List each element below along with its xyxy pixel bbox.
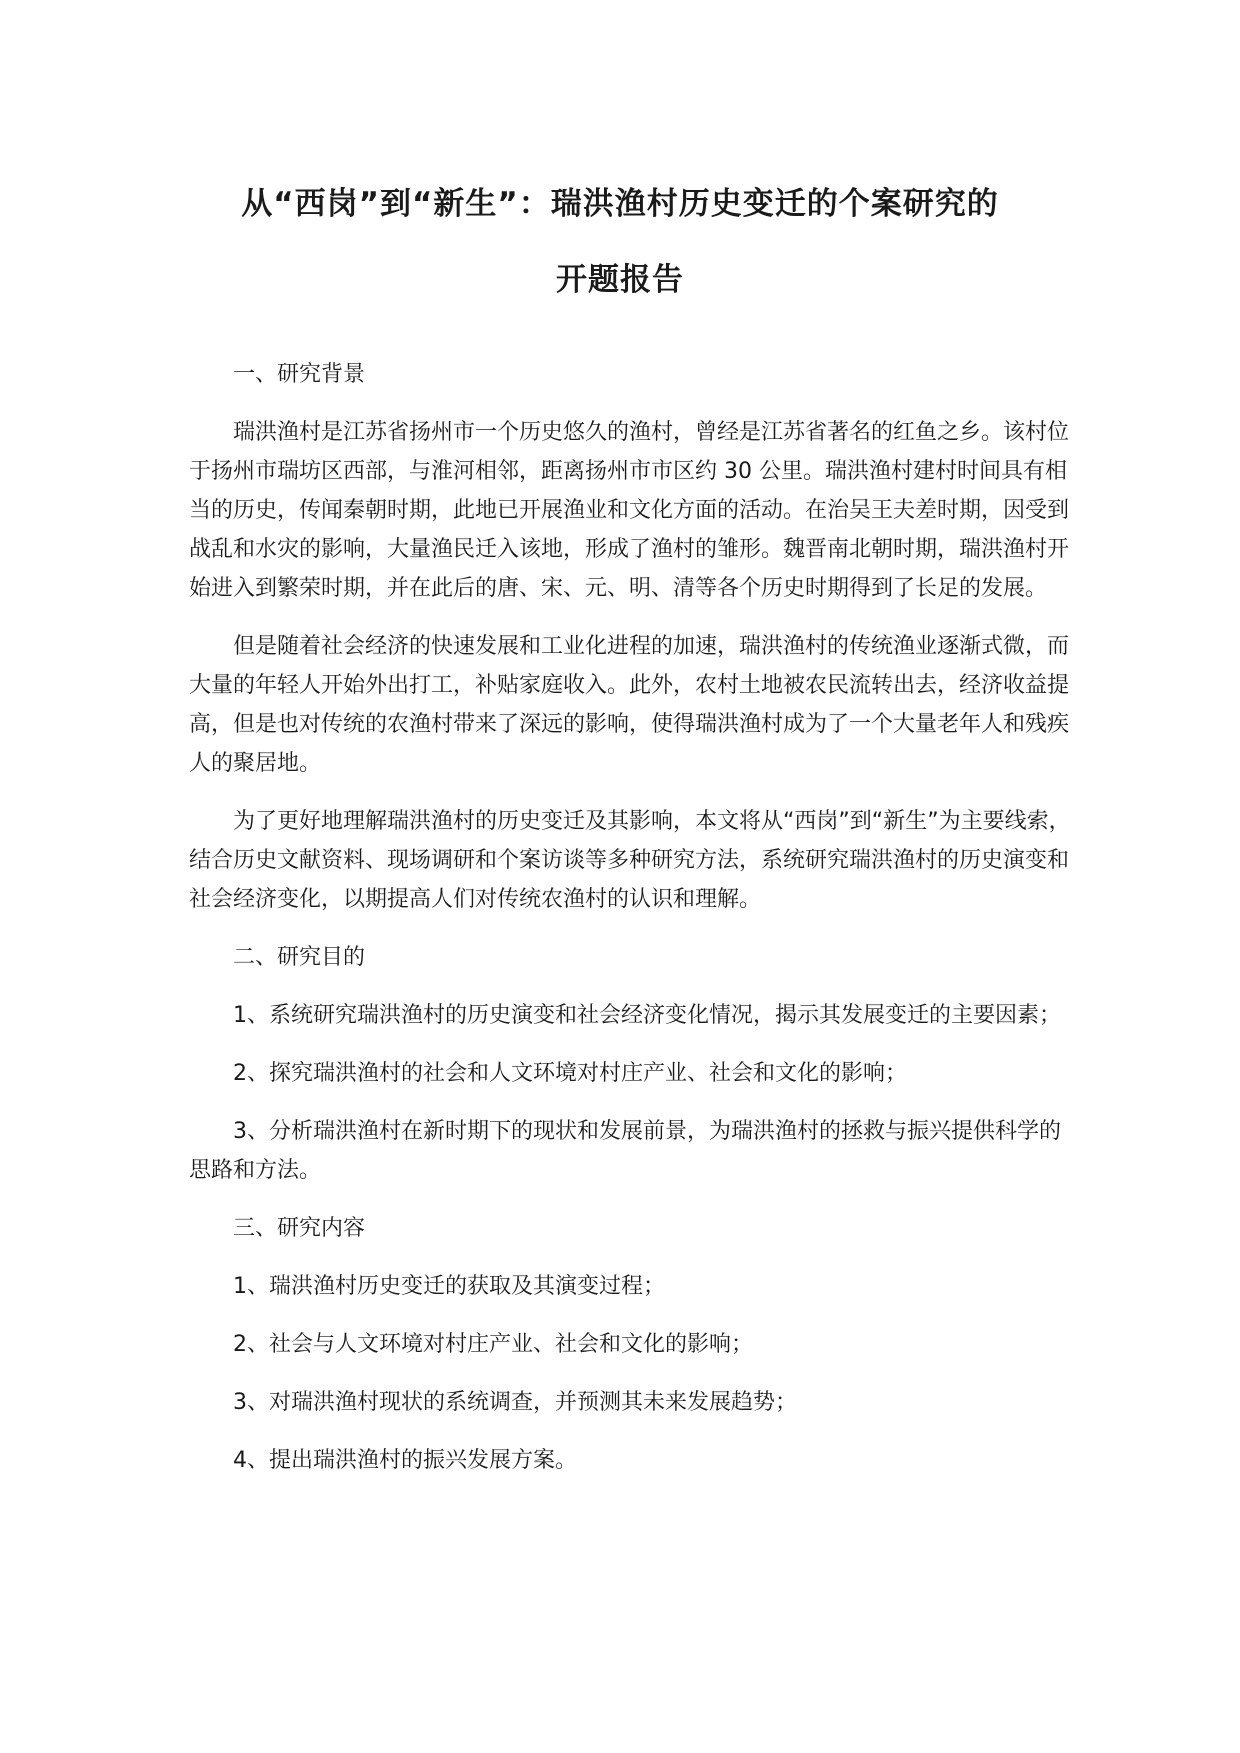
title-line-1: 从“西岗”到“新生”：瑞洪渔村历史变迁的个案研究的 [241,186,999,222]
list-item: 1、瑞洪渔村历史变迁的获取及其演变过程； [233,1274,665,1299]
list-item: 2、探究瑞洪渔村的社会和人文环境对村庄产业、社会和文化的影响； [233,1061,907,1086]
list-item: 2、社会与人文环境对村庄产业、社会和文化的影响； [233,1332,753,1357]
section-heading-content: 三、研究内容 [233,1216,366,1241]
section-heading-background: 一、研究背景 [233,362,366,387]
list-item: 1、系统研究瑞洪渔村的历史演变和社会经济变化情况，揭示其发展变迁的主要因素； [233,1003,1061,1028]
paragraph: 为了更好地理解瑞洪渔村的历史变迁及其影响，本文将从“西岗”到“新生”为主要线索，结合历史文献资料、现场调研和个案访谈等多种研究方法，系统研究瑞洪渔村的历史演变和社会经济变化，以期提高人们对传统农渔村的认识和理解。 [189,809,1071,912]
section-heading-purpose: 二、研究目的 [233,945,366,970]
list-item: 3、分析瑞洪渔村在新时期下的现状和发展前景，为瑞洪渔村的拯救与振兴提供科学的思路和方法。 [189,1119,1061,1183]
title-line-2: 开题报告 [556,262,684,298]
list-item: 3、对瑞洪渔村现状的系统调查，并预测其未来发展趋势； [233,1390,797,1415]
paragraph: 瑞洪渔村是江苏省扬州市一个历史悠久的渔村，曾经是江苏省著名的红鱼之乡。该村位于扬州市瑞坊区西部，与淮河相邻，距离扬州市市区约 30 公里。瑞洪渔村建村时间具有相当的历史，传闻秦朝时期，此地已开展渔业和文化方面的活动。在治吴王夫差时期，因受到战乱和水灾的影响，大量渔民迁入该地，形成了渔村的雏形。魏晋南北朝时期，瑞洪渔村开始进入到繁荣时期，并在此后的唐、宋、元、明、清等各个历史时期得到了长足的发展。 [189,420,1070,601]
paragraph: 但是随着社会经济的快速发展和工业化进程的加速，瑞洪渔村的传统渔业逐渐式微，而大量的年轻人开始外出打工，补贴家庭收入。此外，农村土地被农民流转出去，经济收益提高，但是也对传统的农渔村带来了深远的影响，使得瑞洪渔村成为了一个大量老年人和残疾人的聚居地。 [189,634,1070,776]
document-body [189,355,1079,1499]
list-item: 4、提出瑞洪渔村的振兴发展方案。 [233,1448,577,1473]
